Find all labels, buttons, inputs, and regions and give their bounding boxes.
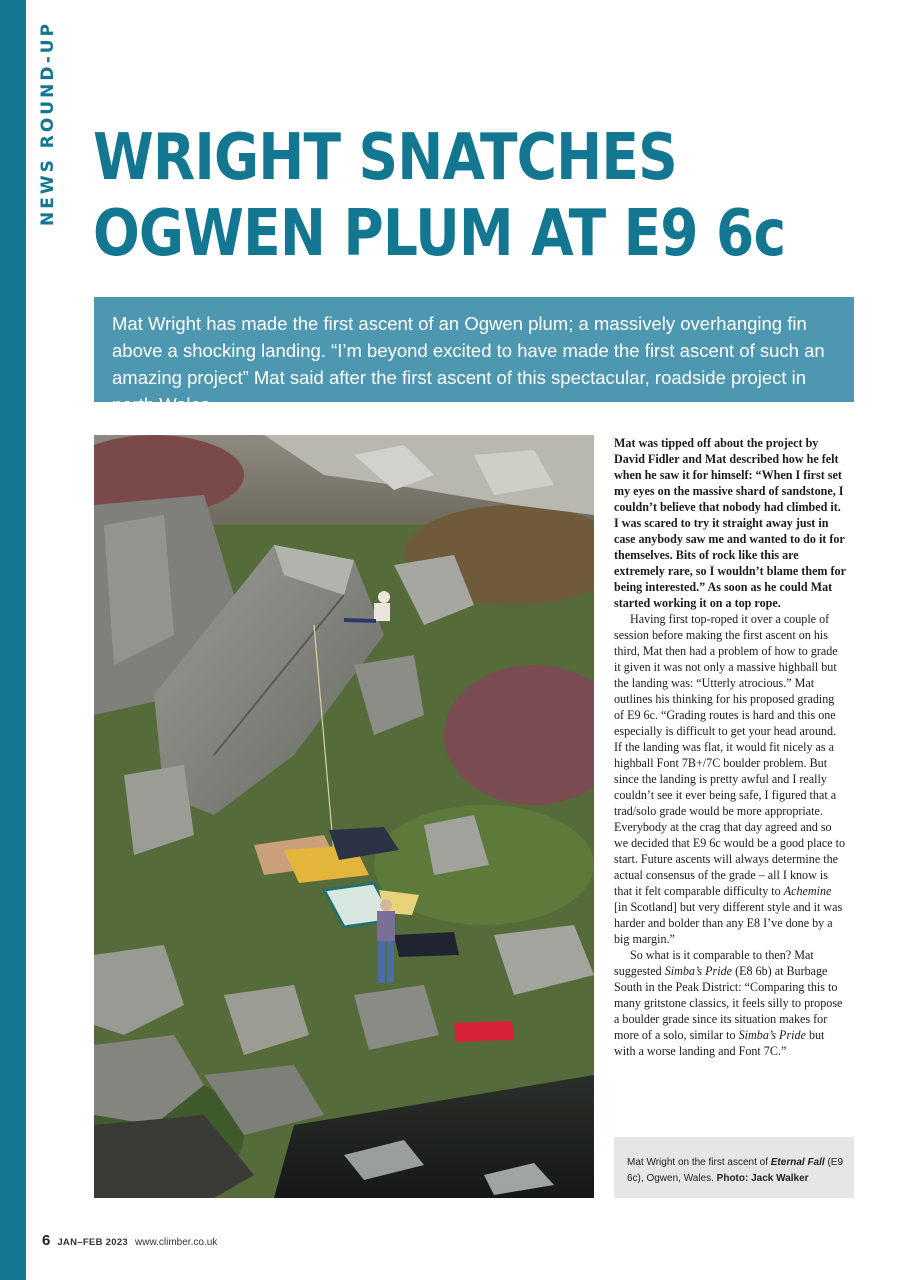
issue-date: JAN–FEB 2023 (57, 1237, 129, 1248)
body-paragraph-3 (614, 947, 846, 1059)
caption-text: Mat Wright on the first ascent of (627, 1157, 771, 1168)
headline-line-1: WRIGHT SNATCHES (93, 121, 677, 195)
headline-line-2: OGWEN PLUM AT E9 6c (93, 197, 786, 271)
side-color-bar (0, 0, 26, 1280)
standfirst: Mat Wright has made the first ascent of an Ogwen plum; a massively overhanging fin above a shocking landing. “I’m beyond excited to have made the first ascent of such an amazing project” Mat said after the first ascent of this spectacular, roadside project in north Wales. (94, 297, 854, 402)
photo-caption (614, 1137, 854, 1198)
website-url: www.climber.co.uk (135, 1237, 218, 1248)
body-text: (E8 6b) at Burbage South in the Peak District: “Comparing this to many gritstone classics, it feels silly to propose a boulder grade since its situation makes for more of a solo, similar to (614, 964, 843, 1042)
section-label: NEWS ROUND-UP (38, 20, 58, 226)
route-name: Achemine (783, 884, 832, 898)
body-paragraph-1: Mat was tipped off about the project by David Fidler and Mat described how he felt when he saw it for himself: “When I first set my eyes on the massive shard of sandstone, I couldn’t believe that nobody had climbed it. I was scared to try it straight away just in case anybody saw me and wanted to do it for themselves. Bits of rock like this are extremely rare, so I wouldn’t blame them for being interested.” As soon as he could Mat started working it on a top rope. (614, 436, 846, 610)
body-text: but with a worse landing and Font 7C.” (614, 1028, 825, 1058)
body-paragraph-2 (614, 611, 846, 947)
caption-route-name: Eternal Fall (770, 1157, 825, 1168)
body-text: Having first top-roped it over a couple of session before making the first ascent on his third, Mat then had a problem of how to grade it given it was not only a massive highball but the landing was: “Utterly atrocious.” Mat outlines his thinking for his proposed grading of E9 6c. “Grading routes is hard and this one especially is difficult to get your head around. If the landing was flat, it would fit nicely as a highball Font 7B+/7C boulder problem. But since the landing is pretty awful and I really couldn’t see it ever being safe, I figured that a trad/solo grade would be more appropriate. Everybody at the crag that day agreed and so we decided that E9 6c would be a good place to start. Future ascents will always determine the actual consensus of the grade – all I know is that it felt comparable difficulty to (614, 612, 846, 898)
body-text: [in Scotland] but very different style and it was harder and bolder than any E8 I’ve done by a big margin.” (614, 900, 843, 946)
page-number: 6 (42, 1232, 51, 1249)
climbing-photo (94, 435, 594, 1198)
boulder-scene-illustration (94, 435, 594, 1198)
photo-credit: Photo: Jack Walker (716, 1173, 809, 1184)
page-footer (42, 1232, 217, 1249)
route-name: Simba’s Pride (664, 964, 733, 978)
route-name: Simba’s Pride (738, 1028, 806, 1042)
body-text: So what is it comparable to then? Mat suggested (614, 948, 814, 978)
caption-text: (E9 6c), Ogwen, Wales. (627, 1157, 844, 1184)
headline (93, 120, 786, 272)
article-body (614, 435, 846, 1059)
